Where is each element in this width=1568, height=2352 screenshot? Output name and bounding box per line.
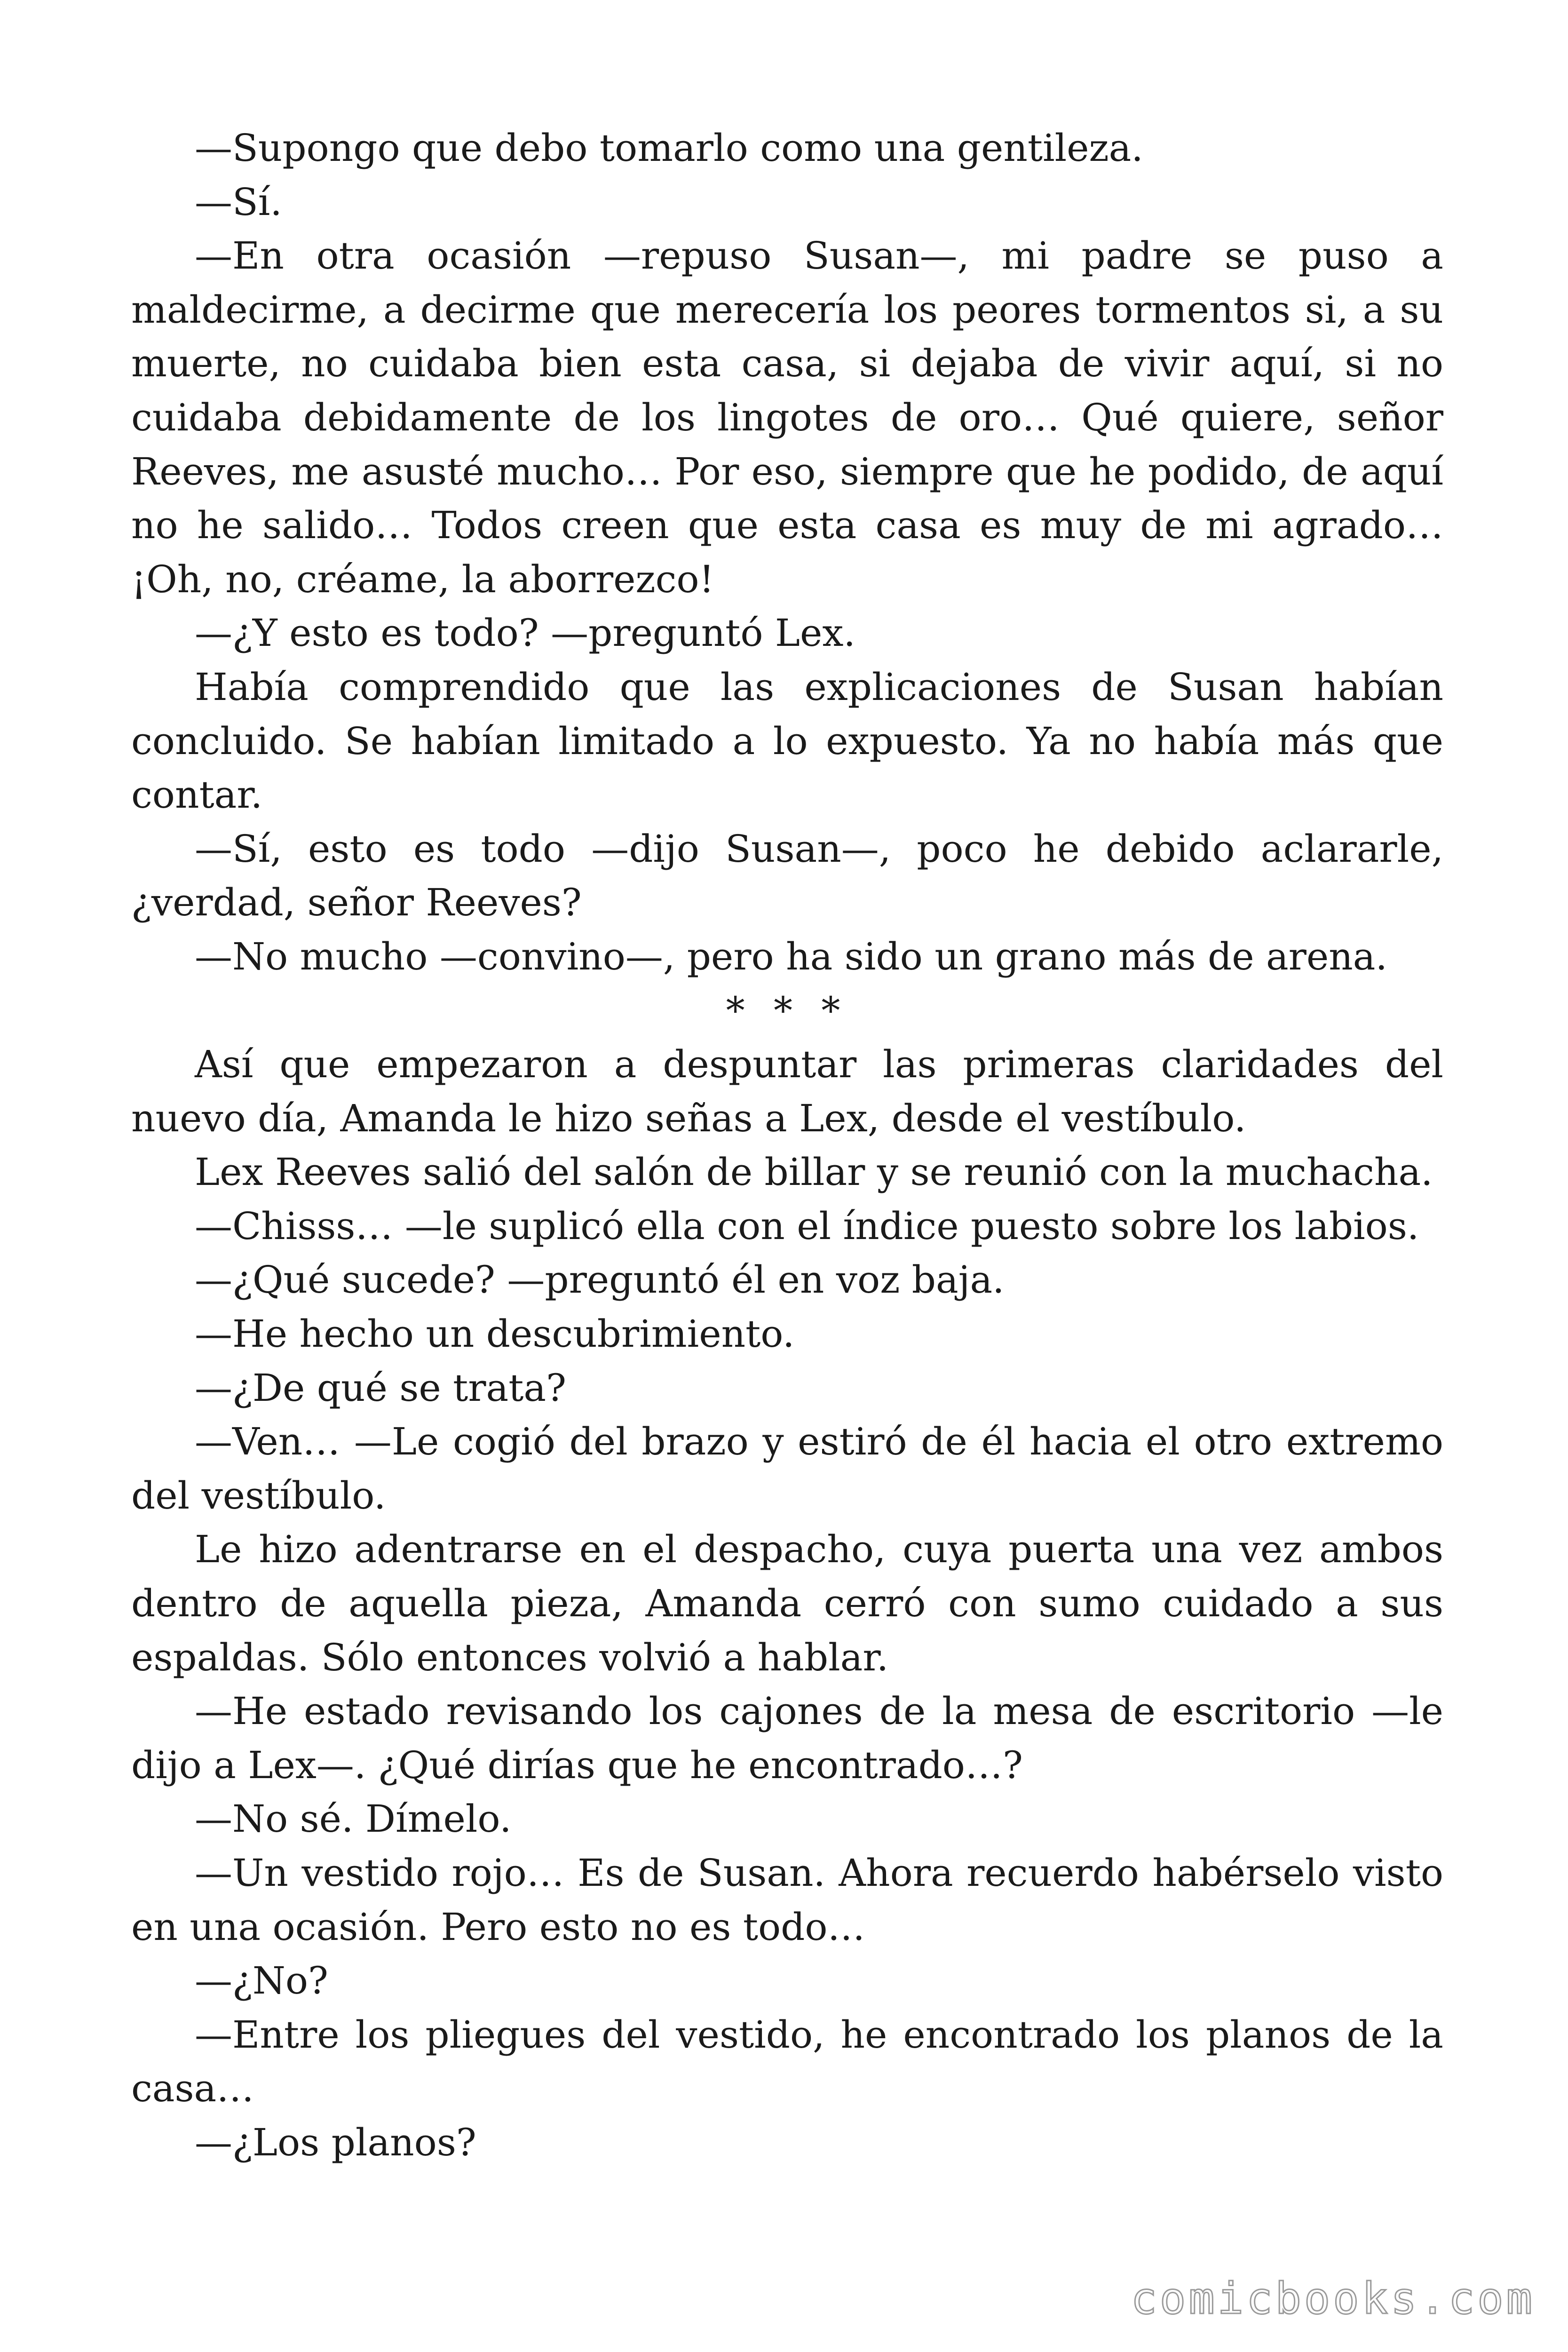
paragraph: —Sí. <box>195 180 282 224</box>
paragraph: Le hizo adentrarse en el despacho, cuya puerta una vez ambos dentro de aquella pieza, Amanda cerró con sumo cuidado a sus espaldas. Sólo entonces volvió a hablar. <box>131 1527 1443 1679</box>
paragraph: —Chisss… —le suplicó ella con el índice puesto sobre los labios. <box>195 1204 1419 1248</box>
paragraph: —Ven… —Le cogió del brazo y estiró de él hacia el otro extremo del vestíbulo. <box>131 1420 1443 1518</box>
paragraph: —No mucho —convino—, pero ha sido un grano más de arena. <box>195 934 1387 978</box>
paragraph: —He estado revisando los cajones de la mesa de escritorio —le dijo a Lex—. ¿Qué dirías que he encontrado…? <box>131 1689 1443 1787</box>
paragraph: —¿Qué sucede? —preguntó él en voz baja. <box>195 1258 1005 1302</box>
paragraph: —Un vestido rojo… Es de Susan. Ahora recuerdo habérselo visto en una ocasión. Pero esto no es todo… <box>131 1851 1443 1949</box>
paragraph: —He hecho un descubrimiento. <box>195 1312 795 1356</box>
scene-separator: * * * <box>726 988 849 1033</box>
paragraph: —¿No? <box>195 1959 328 2003</box>
watermark: comicbooks.com <box>1131 2273 1535 2324</box>
paragraph: —No sé. Dímelo. <box>195 1797 512 1841</box>
paragraph: —Entre los pliegues del vestido, he encontrado los planos de la casa… <box>131 2012 1443 2111</box>
paragraph: —Sí, esto es todo —dijo Susan—, poco he debido aclararle, ¿verdad, señor Reeves? <box>131 826 1443 925</box>
paragraph: —En otra ocasión —repuso Susan—, mi padre se puso a maldecirme, a decirme que merecería los peores tormentos si, a su muerte, no cuidaba bien esta casa, si dejaba de vivir aquí, si no cuidaba debidamente de los lingotes de oro… Qué quiere, señor Reeves, me asusté mucho… Por eso, siempre que he podido, de aquí no he salido… Todos creen que esta casa es muy de mi agrado… ¡Oh, no, créame, la aborrezco! <box>131 234 1443 601</box>
paragraph: —¿Y esto es todo? —preguntó Lex. <box>195 611 855 655</box>
paragraph: Lex Reeves salió del salón de billar y se reunió con la muchacha. <box>195 1150 1433 1194</box>
paragraph: —¿Los planos? <box>195 2120 476 2164</box>
paragraph: —¿De qué se trata? <box>195 1366 566 1410</box>
paragraph: Había comprendido que las explicaciones de Susan habían concluido. Se habían limitado a lo expuesto. Ya no había más que contar. <box>131 665 1443 817</box>
paragraph: Así que empezaron a despuntar las primeras claridades del nuevo día, Amanda le hizo señas a Lex, desde el vestíbulo. <box>131 1042 1443 1140</box>
body-text <box>131 121 1443 2170</box>
paragraph: —Supongo que debo tomarlo como una gentileza. <box>195 126 1143 170</box>
